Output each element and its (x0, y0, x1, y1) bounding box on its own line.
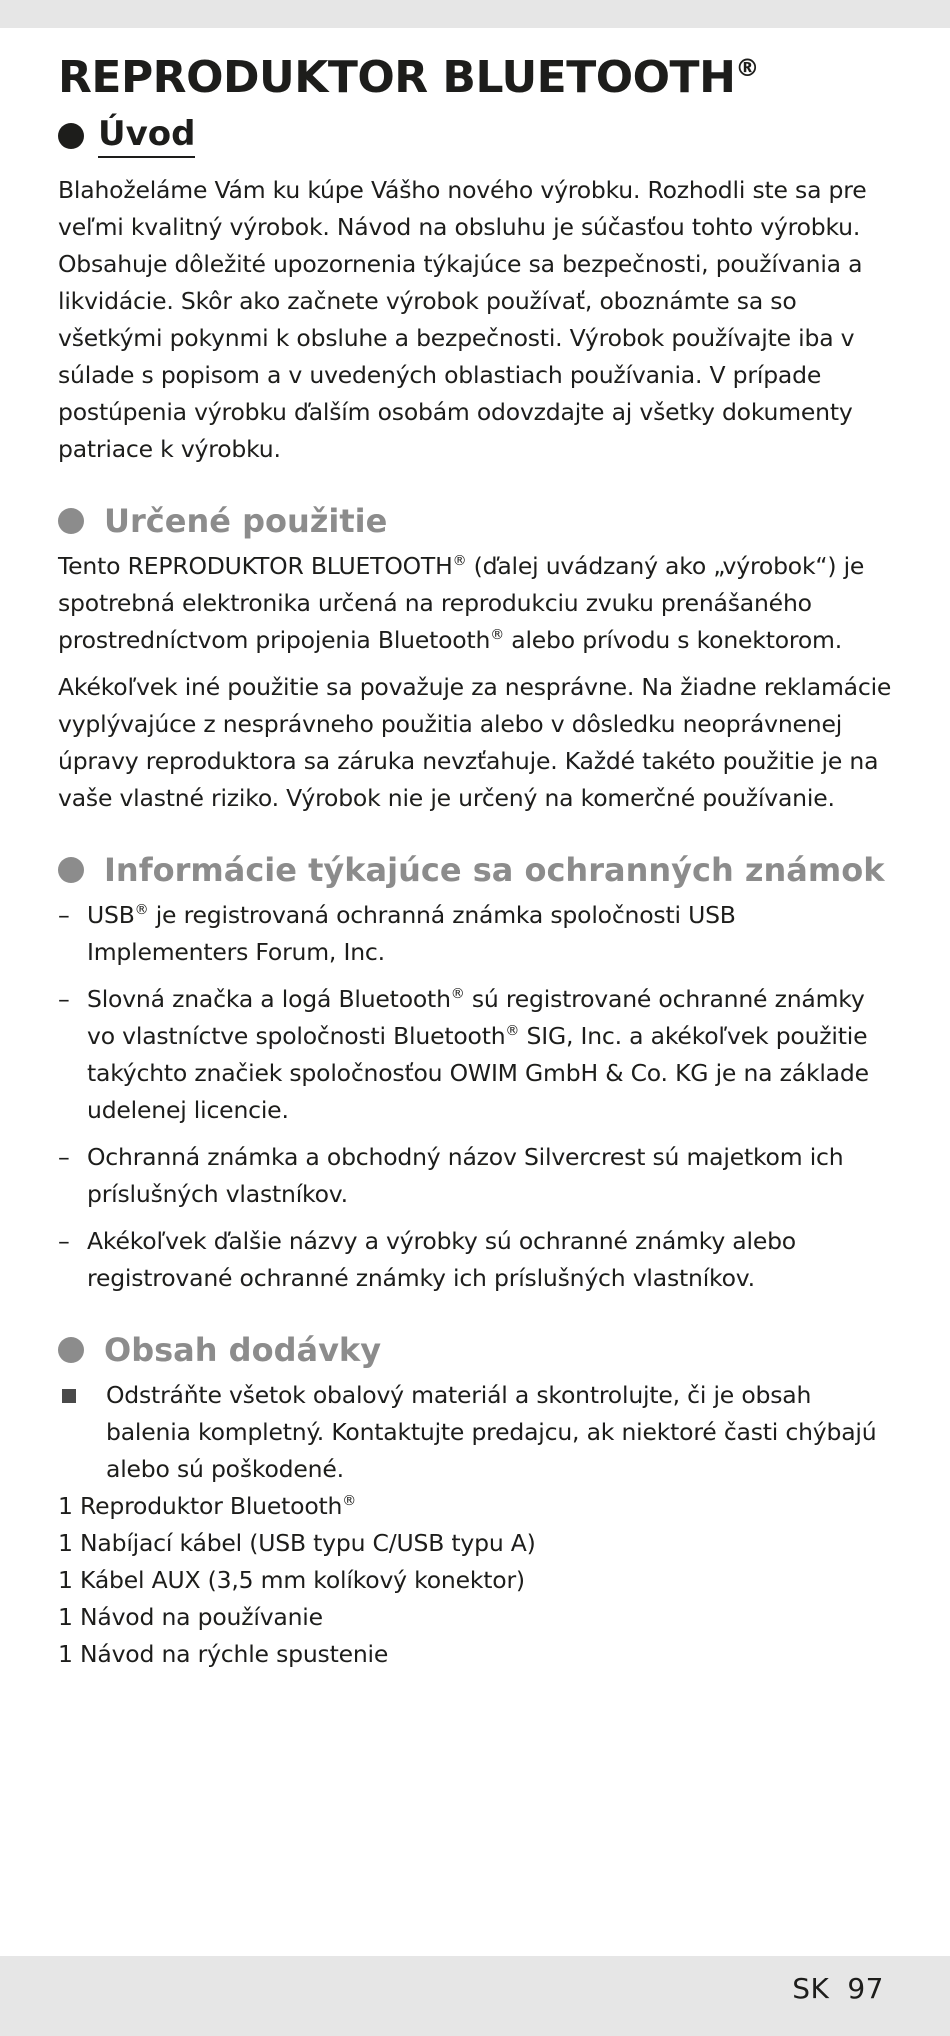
list-item: – Akékoľvek ďalšie názvy a výrobky sú ochranné známky alebo registrované ochranné známky ich príslušných vlastníkov. (58, 1227, 796, 1292)
section-heading-intro (58, 110, 898, 162)
intro-paragraph: Blahoželáme Vám ku kúpe Vášho nového výrobku. Rozhodli ste sa pre veľmi kvalitný výrobok. Návod na obsluhu je súčasťou tohto výrobku. Obsahuje dôležité upozornenia týkajúce sa bezpečnosti, používania a likvidácie. Skôr ako začnete výrobok používať, oboznámte sa so všetkými pokynmi k obsluhe a bezpečnosti. Výrobok používajte iba v súlade s popisom a v uvedených oblastiach používania. V prípade postúpenia výrobku ďalším osobám odovzdajte aj všetky dokumenty patriace k výrobku. (58, 176, 867, 463)
bullet-icon (58, 857, 84, 883)
section-heading-label: Informácie týkajúce sa ochranných známok (104, 851, 885, 889)
top-margin-bar (0, 0, 950, 28)
registered-mark: ® (735, 54, 759, 82)
page-number: 97 (847, 1972, 884, 2005)
bullet-icon (58, 1337, 84, 1363)
intended-use-paragraph: Tento REPRODUKTOR BLUETOOTH® (ďalej uvádzaný ako „výrobok“) je spotrebná elektronika určená na reprodukciu zvuku prenášaného prostredníctvom pripojenia Bluetooth® alebo prívodu s konektorom. (58, 552, 865, 654)
check-instruction: Odstráňte všetok obalový materiál a skontrolujte, či je obsah balenia kompletný. Kontaktujte predajcu, ak niektoré časti chýbajú alebo sú poškodené. (58, 1377, 898, 1488)
list-item: – Ochranná známka a obchodný názov Silvercrest sú majetkom ich príslušných vlastníkov. (58, 1143, 844, 1208)
section-heading-delivery (58, 1325, 898, 1375)
language-code: SK (792, 1972, 830, 2005)
section-heading-label: Určené použitie (104, 502, 388, 540)
delivery-item: 1 Návod na používanie (58, 1603, 323, 1631)
bullet-icon (58, 508, 84, 534)
bullet-icon (58, 123, 84, 149)
page-footer (792, 1972, 884, 2005)
list-item: – USB® je registrovaná ochranná známka spoločnosti USB Implementers Forum, Inc. (58, 901, 736, 966)
section-heading-label: Obsah dodávky (104, 1331, 382, 1369)
section-heading-trademarks (58, 845, 898, 895)
delivery-item: 1 Návod na rýchle spustenie (58, 1640, 389, 1668)
page-content (58, 50, 898, 1673)
square-bullet-icon (62, 1389, 76, 1403)
list-item: – Slovná značka a logá Bluetooth® sú registrované ochranné známky vo vlastníctve spoločnosti Bluetooth® SIG, Inc. a akékoľvek použitie takýchto značiek spoločnosťou OWIM GmbH & Co. KG je na základe udelenej licencie. (58, 985, 869, 1124)
delivery-item: 1 Reproduktor Bluetooth® (58, 1492, 357, 1520)
section-heading-label: Úvod (98, 114, 195, 158)
delivery-item: 1 Kábel AUX (3,5 mm kolíkový konektor) (58, 1566, 525, 1594)
improper-use-paragraph: Akékoľvek iné použitie sa považuje za nesprávne. Na žiadne reklamácie vyplývajúce z nesprávneho použitia alebo v dôsledku neoprávnenej úpravy reproduktora sa záruka nevzťahuje. Každé takéto použitie je na vaše vlastné riziko. Výrobok nie je určený na komerčné používanie. (58, 673, 892, 812)
delivery-item: 1 Nabíjací kábel (USB typu C/USB typu A) (58, 1529, 536, 1557)
section-heading-intended-use (58, 496, 898, 546)
page-title: REPRODUKTOR BLUETOOTH® (58, 52, 759, 103)
trademark-list (58, 897, 898, 1297)
